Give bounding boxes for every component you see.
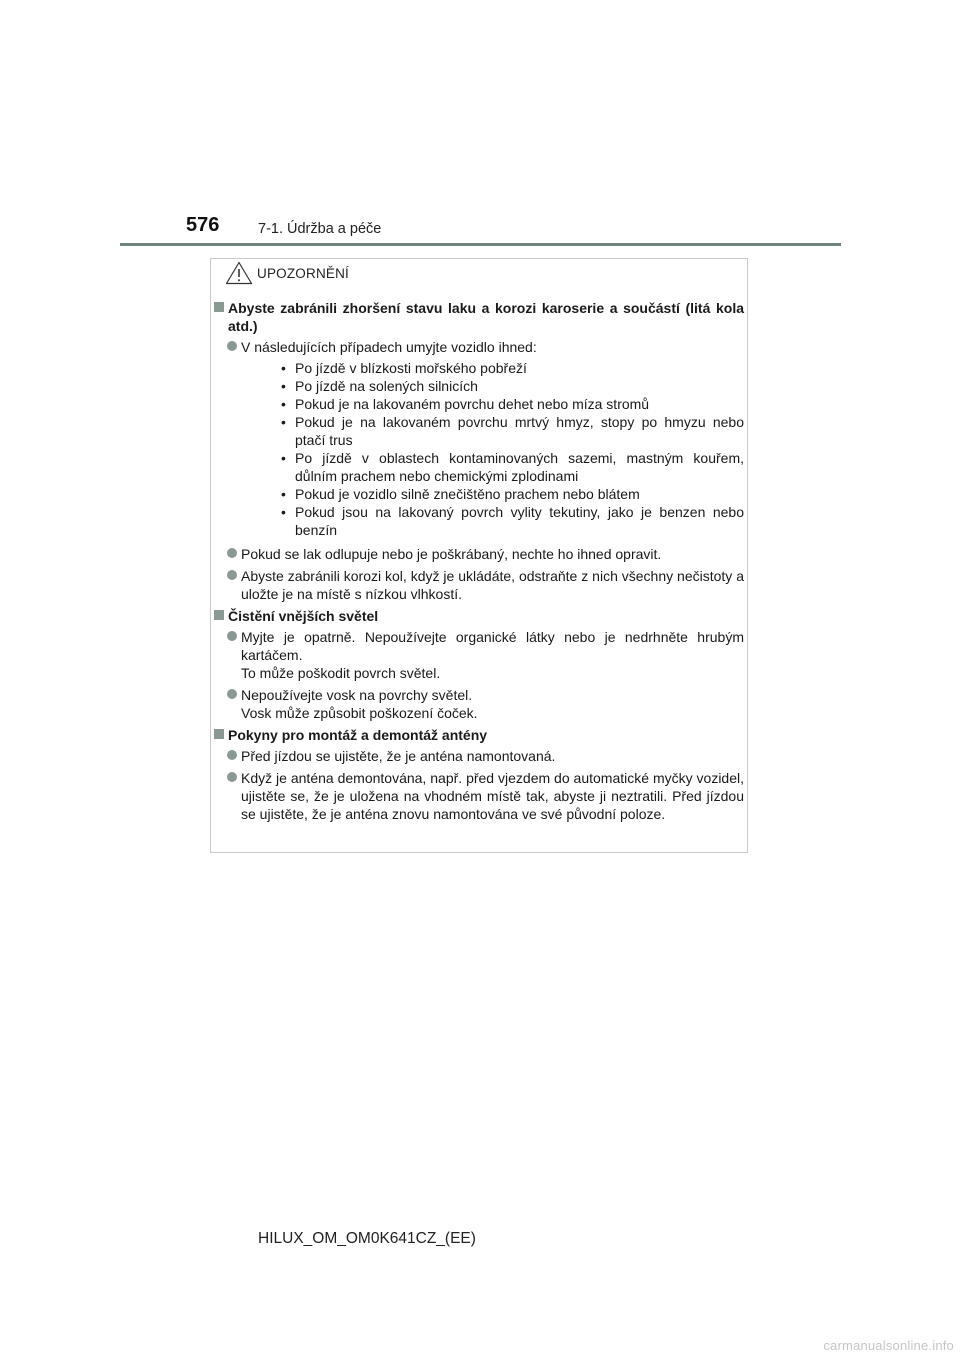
circle-bullet-icon	[227, 570, 237, 580]
footer-watermark[interactable]: carmanualsonline.info	[823, 1338, 954, 1353]
circle-bullet-icon	[227, 689, 237, 699]
item-text: Před jízdou se ujistěte, že je anténa namontovaná.	[241, 748, 556, 764]
square-bullet-icon	[214, 729, 224, 739]
section-light-cleaning	[214, 607, 744, 722]
bullet-item: • Pokud je na lakovaném povrchu dehet nebo míza stromů	[281, 395, 744, 413]
square-bullet-icon	[214, 302, 224, 312]
warning-triangle-icon	[225, 261, 253, 285]
bullet-item: • Pokud jsou na lakovaný povrch vylity tekutiny, jako je benzen nebo benzín	[281, 503, 744, 539]
warning-header	[225, 259, 349, 287]
section-paint-corrosion	[214, 299, 744, 603]
item-text: Abyste zabránili korozi kol, když je ukládáte, odstraňte z nich všechny nečistoty a uložte je na místě s nízkou vlhkostí.	[241, 568, 744, 602]
warning-content	[214, 299, 744, 827]
section-antenna	[214, 726, 744, 823]
section-heading: Pokyny pro montáž a demontáž antény	[214, 726, 744, 744]
circle-bullet-icon	[227, 631, 237, 641]
warning-box	[210, 258, 748, 853]
bullet-item: • Po jízdě v blízkosti mořského pobřeží	[281, 359, 744, 377]
page-number: 576	[186, 214, 220, 236]
bullet-item: • Po jízdě v oblastech kontaminovaných sazemi, mastným kouřem, důlním prachem nebo chemickými zplodinami	[281, 449, 744, 485]
header-rule	[120, 243, 841, 246]
bullet-item: • Pokud je na lakovaném povrchu mrtvý hmyz, stopy po hmyzu nebo ptačí trus	[281, 413, 744, 449]
warning-label: UPOZORNĚNÍ	[257, 265, 350, 281]
list-item	[214, 545, 744, 563]
circle-bullet-icon	[227, 750, 237, 760]
item-text: Myjte je opatrně. Nepoužívejte organické látky nebo je nedrhněte hrubým kartáčem. To může poškodit povrch světel.	[241, 629, 744, 681]
item-text: Nepoužívejte vosk na povrchy světel. Vosk může způsobit poškození čoček.	[241, 687, 478, 721]
footer-doc-id: HILUX_OM_OM0K641CZ_(EE)	[258, 1230, 476, 1247]
square-bullet-icon	[214, 610, 224, 620]
list-item	[214, 338, 744, 539]
section-heading: Abyste zabránili zhoršení stavu laku a korozi karoserie a součástí (litá kola atd.)	[214, 299, 744, 335]
list-item	[214, 686, 744, 722]
list-item	[214, 567, 744, 603]
list-item	[214, 747, 744, 765]
circle-bullet-icon	[227, 772, 237, 782]
item-text: V následujících případech umyjte vozidlo ihned:	[241, 339, 537, 355]
bullet-item: • Po jízdě na solených silnicích	[281, 377, 744, 395]
list-item	[214, 769, 744, 823]
bullet-item: • Pokud je vozidlo silně znečištěno prachem nebo blátem	[281, 485, 744, 503]
item-text: Když je anténa demontována, např. před vjezdem do automatické myčky vozidel, ujistěte se, že je uložena na vhodném místě tak, abyste ji neztratili. Před jízdou se ujistěte, že je anténa znovu namontována ve své původní poloze.	[241, 770, 744, 822]
circle-bullet-icon	[227, 341, 237, 351]
section-title: 7-1. Údržba a péče	[258, 221, 382, 237]
section-heading: Čistění vnějších světel	[214, 607, 744, 625]
item-text: Pokud se lak odlupuje nebo je poškrábaný, nechte ho ihned opravit.	[241, 546, 662, 562]
circle-bullet-icon	[227, 548, 237, 558]
bullet-list	[241, 359, 744, 539]
list-item	[214, 628, 744, 682]
